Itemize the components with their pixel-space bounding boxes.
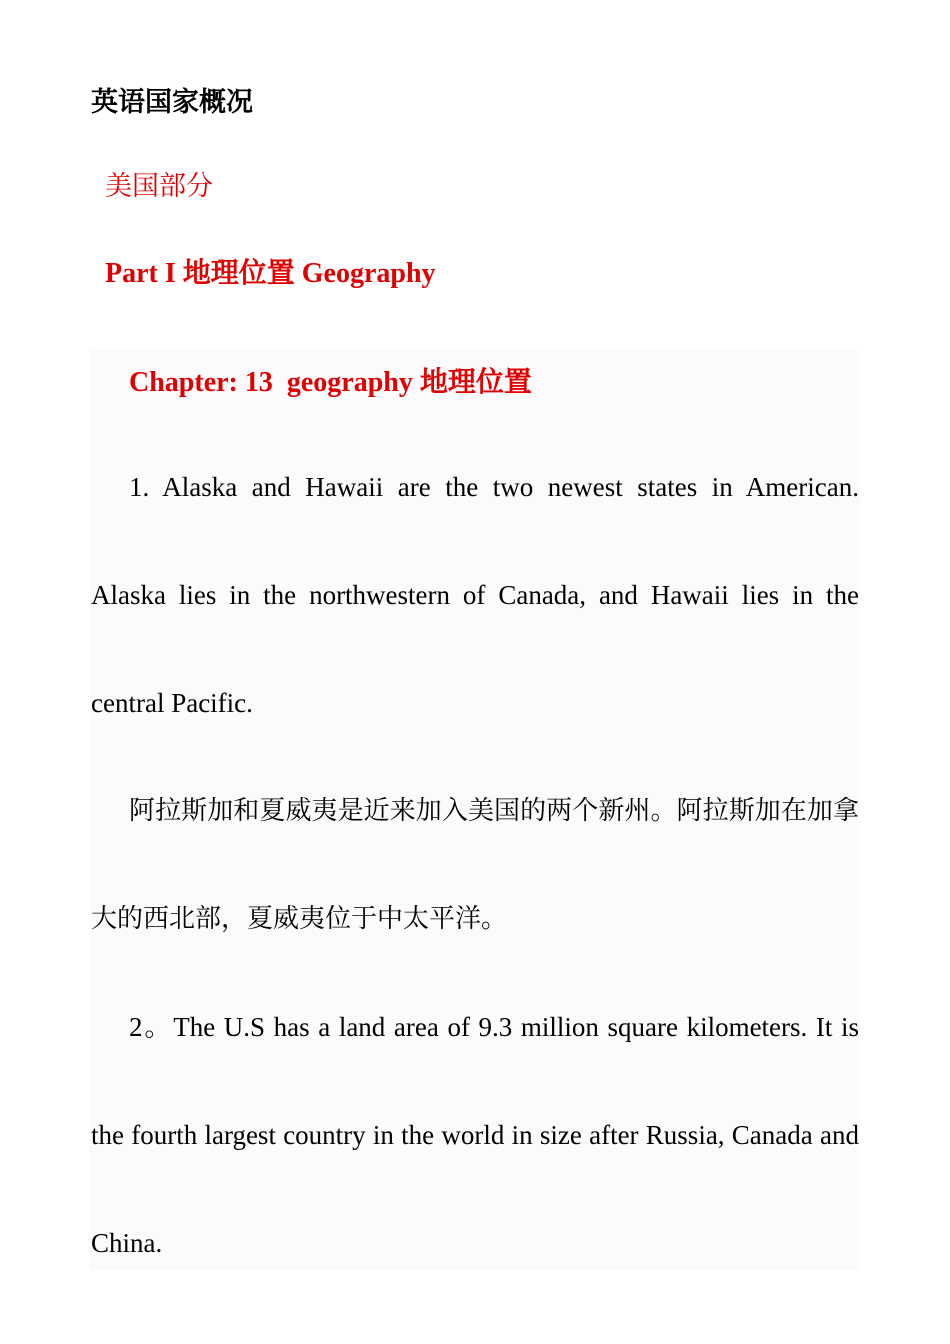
part-heading: Part I 地理位置 Geography xyxy=(105,258,436,289)
paragraph-1-chinese: 阿拉斯加和夏威夷是近来加入美国的两个新州。阿拉斯加在加拿大的西北部，夏威夷位于中太平洋。 xyxy=(91,796,859,934)
section-heading: 美国部分 xyxy=(105,171,213,202)
document-title: 英语国家概况 xyxy=(91,87,253,118)
paragraph-1-english: 1. Alaska and Hawaii are the two newest states in American. Alaska lies in the northwestern of Canada, and Hawaii lies in the central Pacific. xyxy=(91,472,859,718)
paragraph-2-english: 2。The U.S has a land area of 9.3 million square kilometers. It is the fourth largest country in the world in size after Russia, Canada and China. xyxy=(91,1012,859,1258)
chapter-heading: Chapter: 13 geography 地理位置 xyxy=(129,367,532,398)
